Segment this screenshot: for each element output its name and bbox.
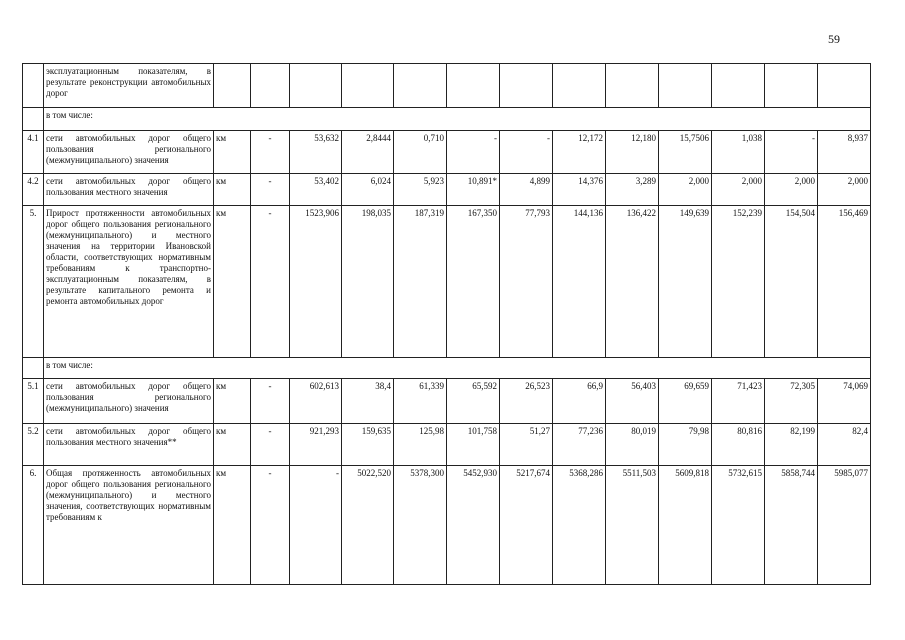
base-value-cell: -: [251, 174, 290, 206]
indicator-description-cell: Общая протяженность автомобильных дорог общего пользования регионального (межмуниципального) и местного значения, соответствующих нормативным требованиям к: [44, 466, 214, 585]
table-row: [23, 466, 871, 585]
row-number-cell: 5.2: [23, 424, 44, 466]
base-value-cell: -: [251, 131, 290, 174]
year-value-cell: 602,613: [290, 379, 342, 424]
year-value-cell: 5609,818: [659, 466, 712, 585]
year-value-cell: 187,319: [394, 206, 447, 358]
year-value-cell: 53,402: [290, 174, 342, 206]
base-value-cell: -: [251, 424, 290, 466]
year-value-cell: 14,376: [553, 174, 606, 206]
year-value-cell: 167,350: [447, 206, 500, 358]
year-value-cell: 101,758: [447, 424, 500, 466]
subheading-cell: в том числе:: [44, 358, 871, 379]
unit-cell: [214, 64, 251, 108]
year-value-cell: 77,236: [553, 424, 606, 466]
year-value-cell: 15,7506: [659, 131, 712, 174]
year-value-cell: 2,000: [765, 174, 818, 206]
year-value-cell: [818, 64, 871, 108]
year-value-cell: 66,9: [553, 379, 606, 424]
indicator-description-cell: эксплуатационным показателям, в результате реконструкции автомобильных дорог: [44, 64, 214, 108]
year-value-cell: 8,937: [818, 131, 871, 174]
row-number-cell: [23, 108, 44, 131]
year-value-cell: 3,289: [606, 174, 659, 206]
year-value-cell: 921,293: [290, 424, 342, 466]
year-value-cell: 154,504: [765, 206, 818, 358]
year-value-cell: 5732,615: [712, 466, 765, 585]
subheading-row: [23, 358, 871, 379]
year-value-cell: 136,422: [606, 206, 659, 358]
year-value-cell: 152,239: [712, 206, 765, 358]
row-number-cell: 5.1: [23, 379, 44, 424]
indicators-table: [22, 63, 871, 585]
year-value-cell: [290, 64, 342, 108]
year-value-cell: 1523,906: [290, 206, 342, 358]
table-row: [23, 64, 871, 108]
indicator-description-cell: сети автомобильных дорог общего пользования местного значения**: [44, 424, 214, 466]
year-value-cell: 5368,286: [553, 466, 606, 585]
year-value-cell: 82,4: [818, 424, 871, 466]
year-value-cell: 69,659: [659, 379, 712, 424]
year-value-cell: 2,8444: [342, 131, 394, 174]
unit-cell: км: [214, 379, 251, 424]
unit-cell: км: [214, 131, 251, 174]
year-value-cell: 144,136: [553, 206, 606, 358]
year-value-cell: 72,305: [765, 379, 818, 424]
year-value-cell: 65,592: [447, 379, 500, 424]
year-value-cell: 6,024: [342, 174, 394, 206]
year-value-cell: [394, 64, 447, 108]
year-value-cell: 77,793: [500, 206, 553, 358]
year-value-cell: 2,000: [659, 174, 712, 206]
year-value-cell: -: [500, 131, 553, 174]
year-value-cell: 53,632: [290, 131, 342, 174]
year-value-cell: 5217,674: [500, 466, 553, 585]
unit-cell: км: [214, 424, 251, 466]
table-row: [23, 379, 871, 424]
year-value-cell: 2,000: [818, 174, 871, 206]
year-value-cell: -: [447, 131, 500, 174]
year-value-cell: 0,710: [394, 131, 447, 174]
row-number-cell: 6.: [23, 466, 44, 585]
row-number-cell: [23, 358, 44, 379]
year-value-cell: 5858,744: [765, 466, 818, 585]
base-value-cell: -: [251, 206, 290, 358]
row-number-cell: 4.2: [23, 174, 44, 206]
year-value-cell: -: [290, 466, 342, 585]
table-row: [23, 174, 871, 206]
unit-cell: км: [214, 466, 251, 585]
table-row: [23, 131, 871, 174]
year-value-cell: [659, 64, 712, 108]
year-value-cell: 5985,077: [818, 466, 871, 585]
year-value-cell: 61,339: [394, 379, 447, 424]
year-value-cell: 5378,300: [394, 466, 447, 585]
indicator-description-cell: Прирост протяженности автомобильных дорог общего пользования регионального (межмуниципального) и местного значения на территории Ивановской области, соответствующих нормативным требованиям к транспортно-эксплуатационным показателям, в результате капитального ремонта и ремонта автомобильных дорог: [44, 206, 214, 358]
year-value-cell: 5,923: [394, 174, 447, 206]
year-value-cell: 26,523: [500, 379, 553, 424]
unit-cell: км: [214, 174, 251, 206]
base-value-cell: -: [251, 379, 290, 424]
table-row: [23, 424, 871, 466]
year-value-cell: 12,180: [606, 131, 659, 174]
year-value-cell: 5022,520: [342, 466, 394, 585]
year-value-cell: [342, 64, 394, 108]
indicator-description-cell: сети автомобильных дорог общего пользования местного значения: [44, 174, 214, 206]
year-value-cell: 10,891*: [447, 174, 500, 206]
row-number-cell: 5.: [23, 206, 44, 358]
year-value-cell: 1,038: [712, 131, 765, 174]
year-value-cell: 74,069: [818, 379, 871, 424]
year-value-cell: [606, 64, 659, 108]
year-value-cell: 149,639: [659, 206, 712, 358]
row-number-cell: 4.1: [23, 131, 44, 174]
year-value-cell: 159,635: [342, 424, 394, 466]
subheading-cell: в том числе:: [44, 108, 871, 131]
year-value-cell: 38,4: [342, 379, 394, 424]
year-value-cell: 4,899: [500, 174, 553, 206]
year-value-cell: [447, 64, 500, 108]
year-value-cell: 56,403: [606, 379, 659, 424]
year-value-cell: 125,98: [394, 424, 447, 466]
year-value-cell: 156,469: [818, 206, 871, 358]
indicator-description-cell: сети автомобильных дорог общего пользования регионального (межмуниципального) значения: [44, 131, 214, 174]
base-value-cell: -: [251, 466, 290, 585]
row-number-cell: [23, 64, 44, 108]
year-value-cell: 198,035: [342, 206, 394, 358]
year-value-cell: 5452,930: [447, 466, 500, 585]
year-value-cell: 71,423: [712, 379, 765, 424]
year-value-cell: -: [765, 131, 818, 174]
indicator-description-cell: сети автомобильных дорог общего пользования регионального (межмуниципального) значения: [44, 379, 214, 424]
year-value-cell: 12,172: [553, 131, 606, 174]
year-value-cell: 51,27: [500, 424, 553, 466]
year-value-cell: [500, 64, 553, 108]
unit-cell: км: [214, 206, 251, 358]
base-value-cell: [251, 64, 290, 108]
year-value-cell: 82,199: [765, 424, 818, 466]
year-value-cell: 2,000: [712, 174, 765, 206]
year-value-cell: [765, 64, 818, 108]
year-value-cell: 79,98: [659, 424, 712, 466]
page-number: 59: [828, 32, 840, 46]
year-value-cell: 80,816: [712, 424, 765, 466]
year-value-cell: [712, 64, 765, 108]
table-row: [23, 206, 871, 358]
year-value-cell: 5511,503: [606, 466, 659, 585]
subheading-row: [23, 108, 871, 131]
year-value-cell: 80,019: [606, 424, 659, 466]
year-value-cell: [553, 64, 606, 108]
